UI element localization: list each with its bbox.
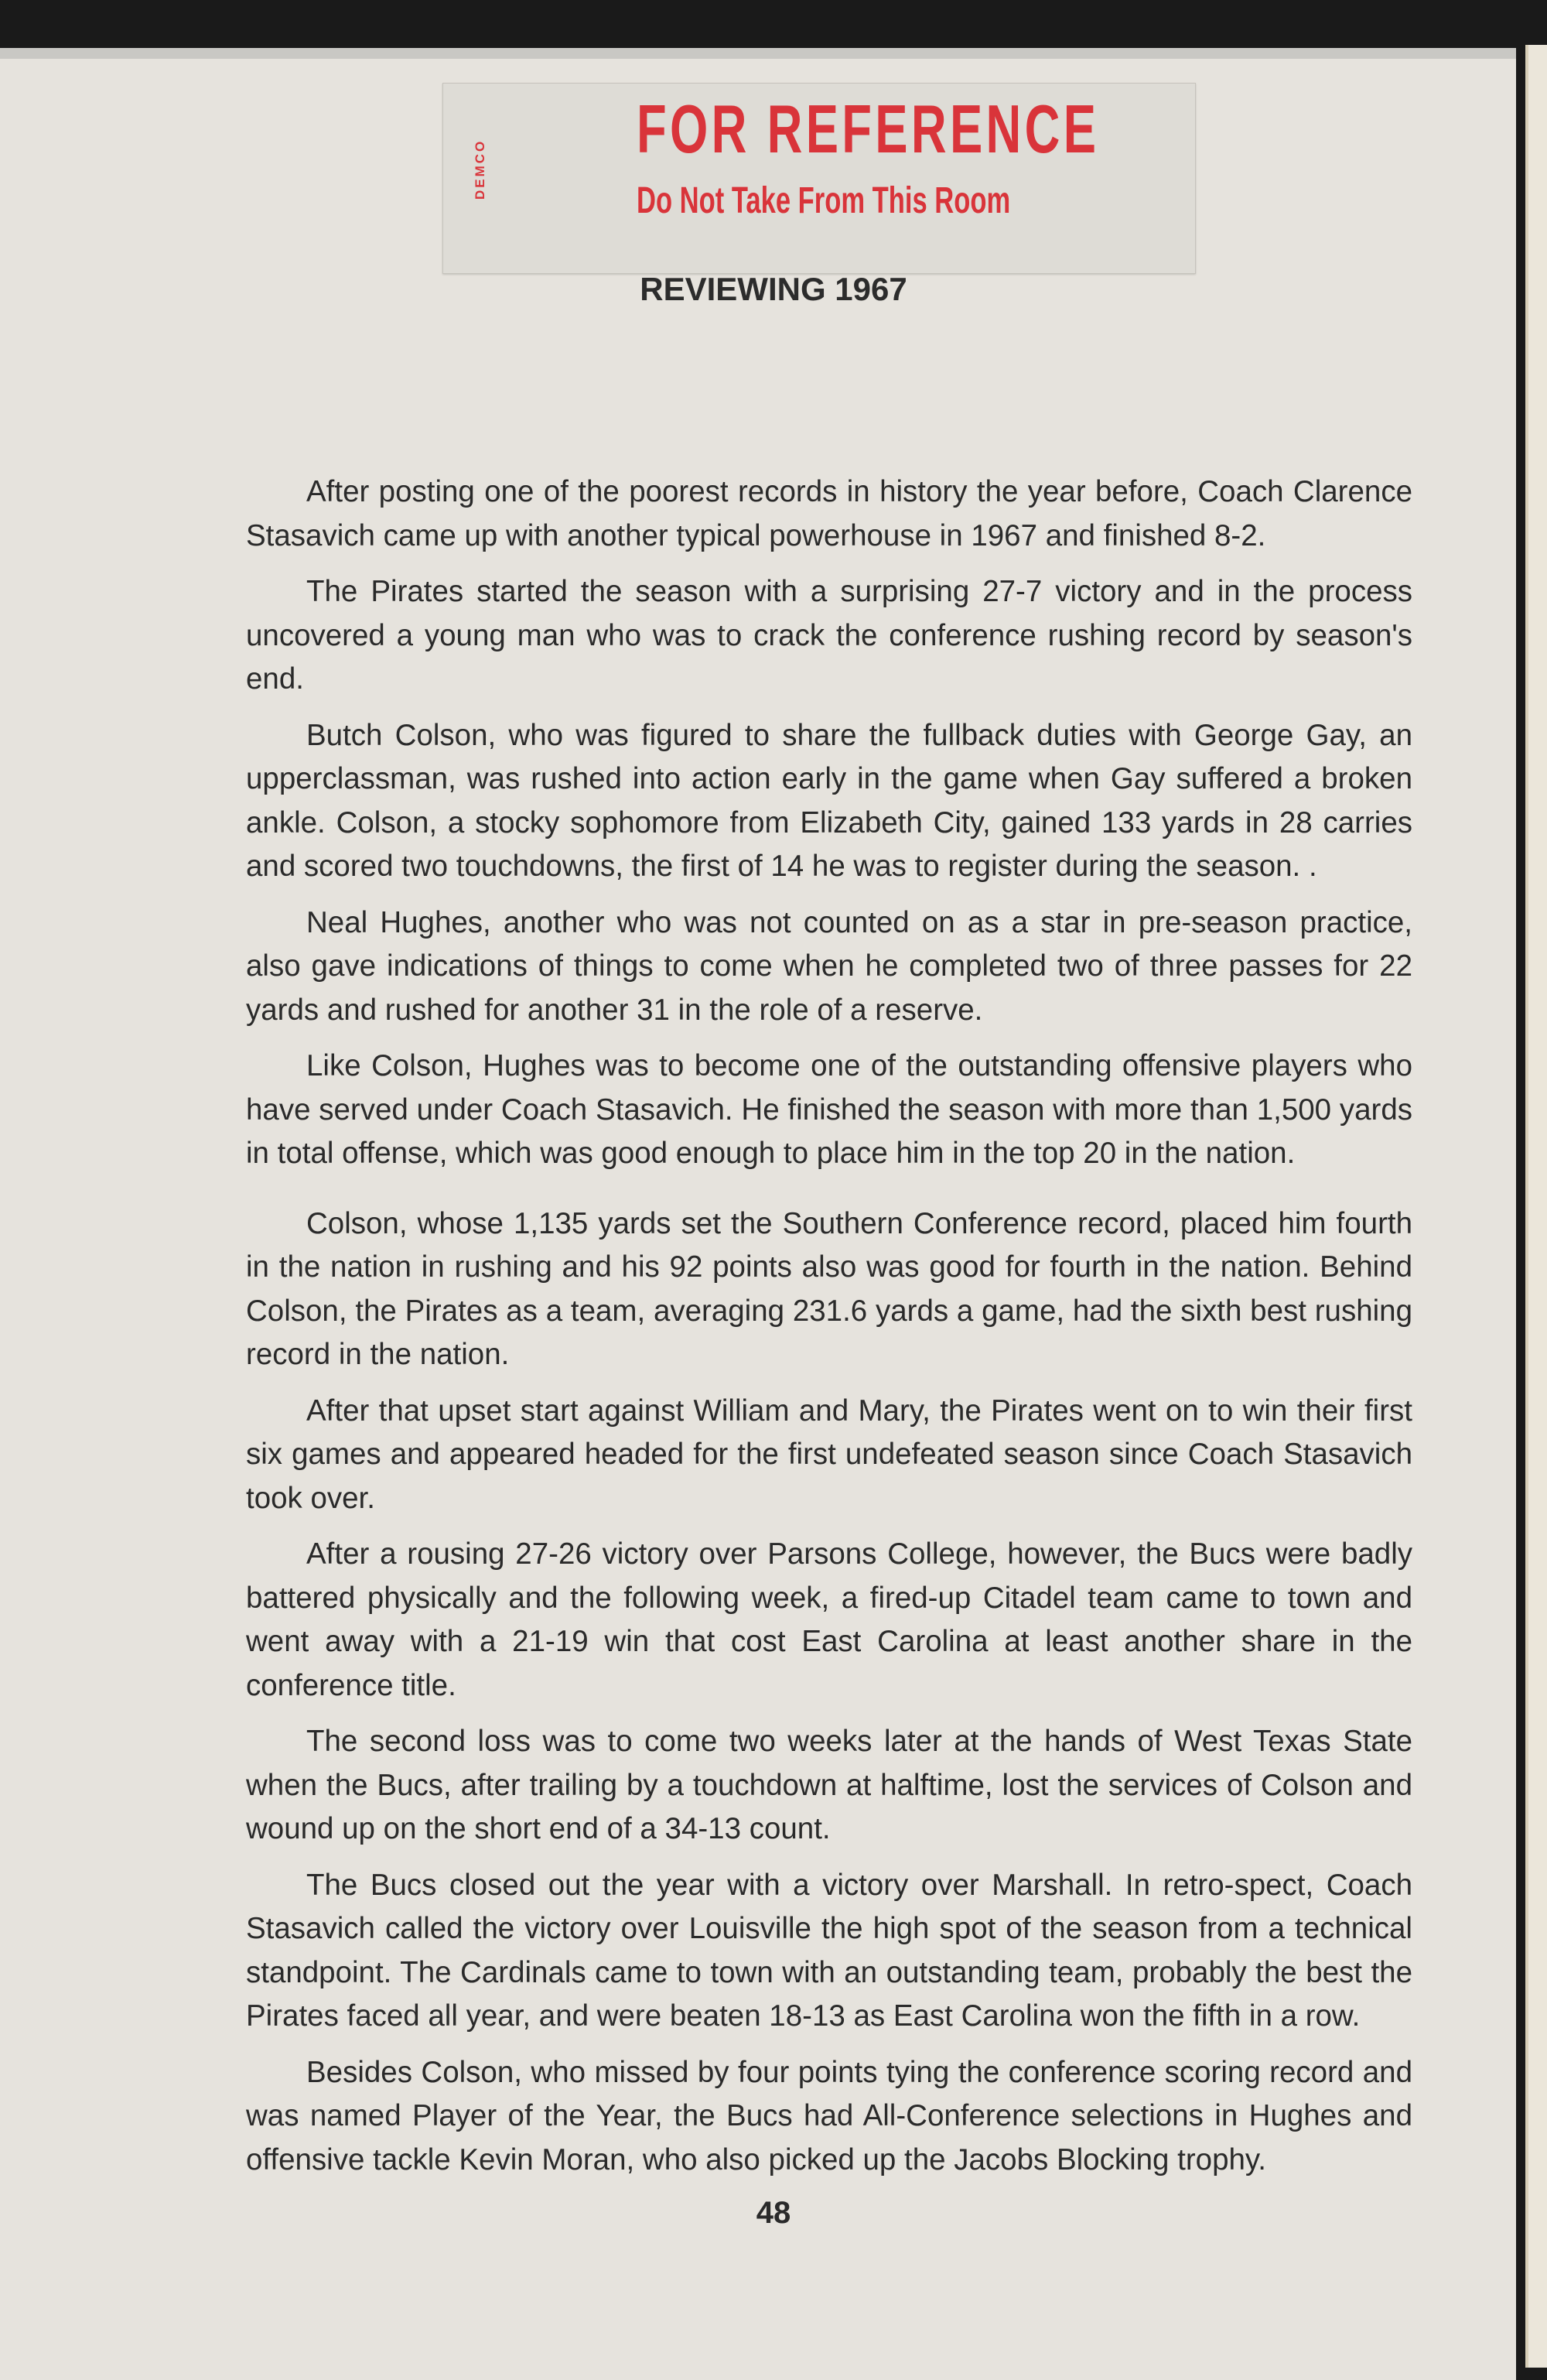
paragraph: The Bucs closed out the year with a victory over Marshall. In retro-spect, Coach Stasavich called the victory over Louisville the high spot of the season from a technical standpoint. The Cardinals came to town with an outstanding team, probably the best the Pirates faced all year, and were beaten 18-13 as East Carolina won the fifth in a row. [246,1868,1412,2033]
paragraph: Colson, whose 1,135 yards set the Southern Conference record, placed him fourth in the nation in rushing and his 92 points also was good for fourth in the nation. Behind Colson, the Pirates as a team, averaging 231.6 yards a game, had the sixth best rushing record in the nation. [246,1206,1412,1371]
page-edge [1525,45,1547,2368]
page-title: REVIEWING 1967 [640,271,907,307]
paragraph: The second loss was to come two weeks later at the hands of West Texas State when the Bucs, after trailing by a touchdown at halftime, lost the services of Colson and wound up on the short end of a 34-13 count. [246,1725,1412,1845]
paragraph: After posting one of the poorest records in history the year before, Coach Clarence Stasavich came up with another typical powerhouse in 1967 and finished 8-2. [246,475,1412,552]
paragraph: Butch Colson, who was figured to share the fullback duties with George Gay, an upperclassman, was rushed into action early in the game when Gay suffered a broken ankle. Colson, a stocky sophomore from Elizabeth City, gained 133 yards in 28 carries and scored two touchdowns, the first of 14 he was to register during the season. . [246,718,1412,883]
paragraph: Besides Colson, who missed by four points tying the conference scoring record and was named Player of the Year, the Bucs had All-Conference selections in Hughes and offensive tackle Kevin Moran, who also picked up the Jacobs Blocking trophy. [246,2055,1412,2177]
sticker-brand: DEMCO [473,138,487,200]
page-number: 48 [756,2196,791,2230]
article-body [246,470,1412,2194]
paragraph: The Pirates started the season with a surprising 27-7 victory and in the process uncovered a young man who was to crack the conference rushing record by season's end. [246,575,1412,696]
sticker-subtitle: Do Not Take From This Room [637,180,1011,221]
reference-sticker [442,83,1196,274]
paragraph: After that upset start against William and Mary, the Pirates went on to win their first six games and appeared headed for the first undefeated season since Coach Stasavich took over. [246,1393,1412,1515]
paragraph: Like Colson, Hughes was to become one of the outstanding offensive players who have served under Coach Stasavich. He finished the season with more than 1,500 yards in total offense, which was good enough to place him in the top 20 in the nation. [246,1049,1412,1170]
paragraph: After a rousing 27-26 victory over Parsons College, however, the Bucs were badly battered physically and the following week, a fired-up Citadel team came to town and went away with a 21-19 win that cost East Carolina at least another share in the conference title. [246,1537,1412,1702]
paragraph: Neal Hughes, another who was not counted on as a star in pre-season practice, also gave indications of things to come when he completed two of three passes for 22 yards and rushed for another 31 in the role of a reserve. [246,905,1412,1027]
sticker-title: FOR REFERENCE [637,91,1100,167]
